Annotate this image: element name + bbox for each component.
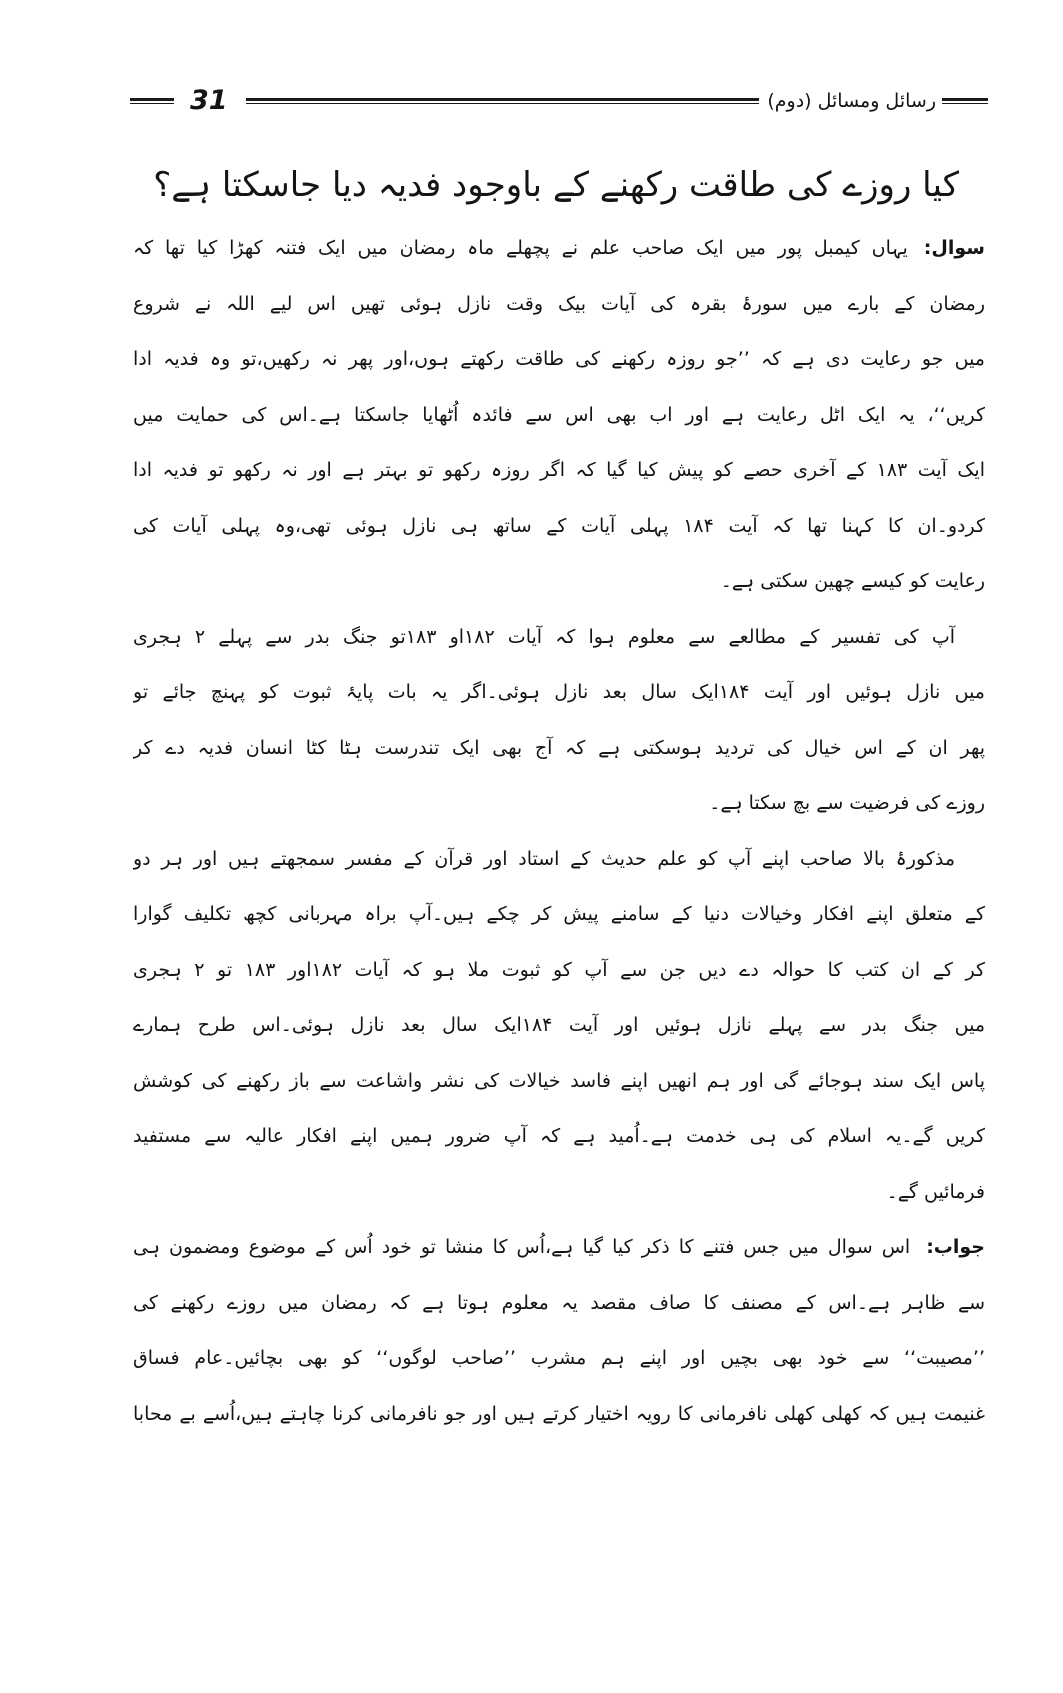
question-line: پھر ان کے اس خیال کی تردید ہوسکتی ہے کہ آج بھی ایک تندرست ہٹا کٹا انسان فدیہ دے کر (133, 736, 985, 759)
answer-text: اس سوال میں جس فتنے کا ذکر کیا گیا ہے،اُس کا منشا تو خود اُس کے موضوع ومضمون ہی (133, 1236, 911, 1258)
header-rule-middle (246, 98, 760, 104)
question-text: یہاں کیمبل پور میں ایک صاحب علم نے پچھلے ماہ رمضان میں ایک فتنہ کھڑا کیا تھا کہ (133, 237, 908, 259)
answer-line: سے ظاہر ہے۔اس کے مصنف کا صاف مقصد یہ معلوم ہوتا ہے کہ رمضان میں روزے رکھنے کی (133, 1291, 985, 1314)
page-header (130, 84, 988, 118)
question-line: فرمائیں گے۔ (886, 1180, 985, 1203)
answer-line (133, 1220, 985, 1276)
question-line: کریں گے۔یہ اسلام کی ہی خدمت ہے۔اُمید ہے کہ آپ ضرور ہمیں اپنے افکار عالیہ سے مستفید (133, 1125, 985, 1147)
question-label: سوال: (923, 237, 985, 259)
question-line: پاس ایک سند ہوجائے گی اور ہم انھیں اپنے فاسد خیالات کی نشر واشاعت سے باز رکھنے کی کوشش (133, 1069, 985, 1092)
question-line: کردو۔ان کا کہنا تھا کہ آیت ۱۸۴ پہلی آیات کے ساتھ ہی نازل ہوئی تھی،وہ پہلی آیات کی (133, 514, 985, 537)
page-number: 31 (190, 85, 228, 116)
answer-label: جواب: (926, 1236, 985, 1258)
header-rule-left (130, 98, 174, 104)
question-line: رمضان کے بارے میں سورۂ بقرہ کی آیات بیک وقت نازل ہوئی تھیں اس لیے اللہ نے شروع (133, 292, 985, 315)
question-line: رعایت کو کیسے چھین سکتی ہے۔ (720, 570, 985, 592)
question-line: کر کے ان کتب کا حوالہ دے دیں جن سے آپ کو ثبوت ملا ہو کہ آیات ۱۸۲اور ۱۸۳ تو ۲ ہجری (133, 958, 985, 981)
question-line: کریں‘‘، یہ ایک اٹل رعایت ہے اور اب بھی اس سے فائدہ اُٹھایا جاسکتا ہے۔اس کی حمایت میں (133, 403, 985, 426)
question-line: روزے کی فرضیت سے بچ سکتا ہے۔ (709, 792, 985, 814)
question-line (133, 221, 985, 277)
answer-line: غنیمت ہیں کہ کھلی کھلی نافرمانی کا رویہ اختیار کرتے ہیں اور جو نافرمانی کرنا چاہتے ہیں،اُسے بے محابا (133, 1402, 985, 1425)
question-line: کے متعلق اپنے افکار وخیالات دنیا کے سامنے پیش کر چکے ہیں۔آپ براہ مہربانی کچھ تکلیف گوارا (133, 903, 985, 925)
question-line: میں جنگ بدر سے پہلے نازل ہوئیں اور آیت ۱۸۴ایک سال بعد نازل ہوئی۔اس طرح ہمارے (133, 1014, 985, 1036)
answer-line: ’’مصیبت‘‘ سے خود بھی بچیں اور اپنے ہم مشرب ’’صاحب لوگوں‘‘ کو بھی بچائیں۔عام فساق (133, 1347, 985, 1369)
article-title: کیا روزے کی طاقت رکھنے کے باوجود فدیہ دیا جاسکتا ہے؟ (153, 165, 959, 205)
question-line: مذکورۂ بالا صاحب اپنے آپ کو علم حدیث کے استاد اور قرآن کے مفسر سمجھتے ہیں اور ہر دو (133, 847, 955, 870)
question-line: میں جو رعایت دی ہے کہ ’’جو روزہ رکھنے کی طاقت رکھتے ہوں،اور پھر نہ رکھیں،تو وہ فدیہ ادا (133, 348, 985, 370)
question-line: ایک آیت ۱۸۳ کے آخری حصے کو پیش کیا گیا کہ اگر روزہ رکھو تو بہتر ہے اور نہ رکھو تو فدیہ ادا (133, 459, 985, 481)
question-line: آپ کی تفسیر کے مطالعے سے معلوم ہوا کہ آیات ۱۸۲او ۱۸۳تو جنگ بدر سے پہلے ۲ ہجری (133, 625, 955, 648)
article-body (133, 221, 985, 1442)
header-rule-right (942, 98, 988, 104)
question-line: میں نازل ہوئیں اور آیت ۱۸۴ایک سال بعد نازل ہوئی۔اگر یہ بات پایۂ ثبوت کو پہنچ جائے تو (133, 681, 985, 703)
running-title: رسائل ومسائل (دوم) (767, 90, 936, 112)
